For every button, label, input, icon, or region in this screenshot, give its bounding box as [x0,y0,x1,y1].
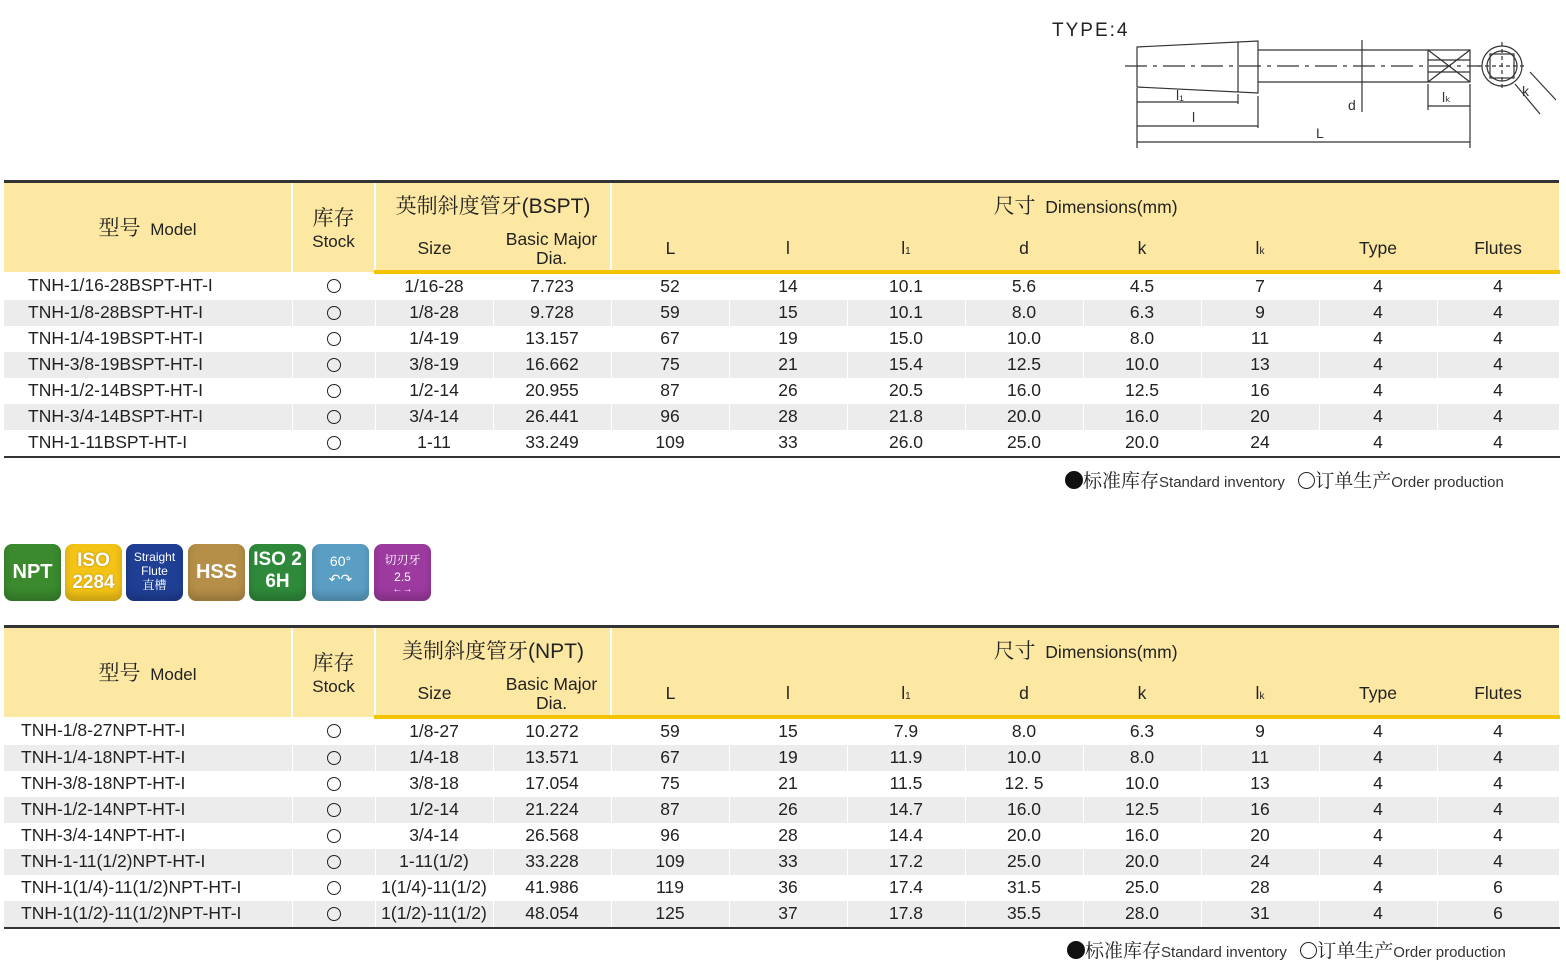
open-circle-icon [327,907,341,921]
stock-cell [292,849,375,875]
filled-circle-icon [1067,941,1085,959]
value-cell: 1(1/2)-11(1/2) [375,901,493,928]
value-cell: 12. 5 [965,771,1083,797]
value-cell: 119 [611,875,729,901]
value-cell: 109 [611,430,729,457]
header-d: d [965,673,1083,717]
value-cell: 16.0 [1083,404,1201,430]
value-cell: 16.662 [493,352,611,378]
header-dimensions: 尺寸 Dimensions(mm) [611,182,1559,228]
stock-cell [292,901,375,928]
value-cell: 17.054 [493,771,611,797]
value-cell: 96 [611,823,729,849]
value-cell: 33 [729,849,847,875]
value-cell: 4 [1437,300,1559,326]
header-k: k [1083,228,1201,272]
value-cell: 33.228 [493,849,611,875]
value-cell: 10.0 [965,326,1083,352]
header-size: Size [375,228,493,272]
legend-standard-cn: 标准库存 [1083,471,1160,492]
value-cell: 14.4 [847,823,965,849]
open-circle-icon [327,279,341,293]
value-cell: 125 [611,901,729,928]
table-row [4,875,1559,901]
value-cell: 67 [611,326,729,352]
value-cell: 19 [729,326,847,352]
legend-order-en: Order production [1393,944,1506,961]
header-L: L [611,228,729,272]
npt-table-body [4,717,1559,928]
header-l1: l1 [847,673,965,717]
value-cell: 36 [729,875,847,901]
value-cell: 17.8 [847,901,965,928]
value-cell: 7.9 [847,717,965,745]
header-npt-thread: 美制斜度管牙(NPT) [375,627,611,673]
value-cell: 6 [1437,875,1559,901]
value-cell: 3/8-19 [375,352,493,378]
value-cell: 15 [729,300,847,326]
table-row [4,771,1559,797]
open-circle-icon [327,803,341,817]
value-cell: 25.0 [1083,875,1201,901]
value-cell: 11.5 [847,771,965,797]
value-cell: 5.6 [965,272,1083,300]
value-cell: 10.0 [1083,771,1201,797]
value-cell: 8.0 [1083,745,1201,771]
value-cell: 1/2-14 [375,797,493,823]
value-cell: 17.4 [847,875,965,901]
value-cell: 6.3 [1083,300,1201,326]
value-cell: 11.9 [847,745,965,771]
value-cell: 4 [1319,430,1437,457]
value-cell: 10.0 [965,745,1083,771]
model-cell: TNH-1/2-14NPT-HT-I [4,797,292,823]
value-cell: 20.5 [847,378,965,404]
legend-standard-cn: 标准库存 [1085,941,1162,962]
diagram-type-label: TYPE:4 [1052,20,1130,41]
value-cell: 8.0 [965,300,1083,326]
table-row [4,717,1559,745]
value-cell: 4 [1437,326,1559,352]
header-stock: 库存 Stock [292,627,375,717]
value-cell: 59 [611,717,729,745]
header-model: 型号 Model [4,182,292,272]
value-cell: 10.1 [847,272,965,300]
stock-cell [292,823,375,849]
stock-cell [292,797,375,823]
header-type: Type [1319,228,1437,272]
tap-drawing [1040,14,1560,154]
model-cell: TNH-1-11(1/2)NPT-HT-I [4,849,292,875]
open-circle-icon [327,751,341,765]
diagram-label-l: l [1192,109,1196,125]
value-cell: 26.441 [493,404,611,430]
value-cell: 21 [729,771,847,797]
hss-badge: HSS [188,544,245,601]
value-cell: 4 [1319,378,1437,404]
model-cell: TNH-3/8-19BSPT-HT-I [4,352,292,378]
value-cell: 67 [611,745,729,771]
value-cell: 87 [611,378,729,404]
stock-cell [292,771,375,797]
value-cell: 31.5 [965,875,1083,901]
value-cell: 9 [1201,717,1319,745]
value-cell: 24 [1201,849,1319,875]
value-cell: 26.0 [847,430,965,457]
table-row [4,823,1559,849]
value-cell: 4 [1437,404,1559,430]
open-circle-icon [327,855,341,869]
value-cell: 4 [1319,901,1437,928]
stock-cell [292,326,375,352]
value-cell: 1/8-28 [375,300,493,326]
value-cell: 75 [611,352,729,378]
value-cell: 3/4-14 [375,823,493,849]
open-circle-icon [1300,942,1317,959]
open-circle-icon [327,410,341,424]
stock-cell [292,430,375,457]
open-circle-icon [327,724,341,738]
value-cell: 12.5 [965,352,1083,378]
value-cell: 13.571 [493,745,611,771]
npt-table [4,625,1560,929]
value-cell: 15 [729,717,847,745]
value-cell: 12.5 [1083,797,1201,823]
model-cell: TNH-1/4-18NPT-HT-I [4,745,292,771]
diagram-label-k: k [1522,83,1529,99]
table-row [4,797,1559,823]
value-cell: 14 [729,272,847,300]
value-cell: 9.728 [493,300,611,326]
header-basic-major: Basic Major Dia. [493,673,611,717]
header-L: L [611,673,729,717]
stock-cell [292,352,375,378]
header-l: l [729,673,847,717]
value-cell: 20.0 [965,404,1083,430]
value-cell: 4 [1437,797,1559,823]
value-cell: 16.0 [965,797,1083,823]
value-cell: 26 [729,797,847,823]
model-cell: TNH-1-11BSPT-HT-I [4,430,292,457]
npt-badge: NPT [4,544,61,601]
value-cell: 26.568 [493,823,611,849]
header-lk: lk [1201,673,1319,717]
value-cell: 16.0 [965,378,1083,404]
value-cell: 26 [729,378,847,404]
legend-order-cn: 订单生产 [1315,471,1392,492]
value-cell: 1/4-19 [375,326,493,352]
value-cell: 33 [729,430,847,457]
header-flutes: Flutes [1437,673,1559,717]
value-cell: 4 [1437,717,1559,745]
stock-cell [292,378,375,404]
header-l1: l1 [847,228,965,272]
diagram-label-lk: lₖ [1442,89,1452,105]
value-cell: 3/8-18 [375,771,493,797]
value-cell: 16.0 [1083,823,1201,849]
value-cell: 20 [1201,404,1319,430]
model-cell: TNH-1/4-19BSPT-HT-I [4,326,292,352]
value-cell: 28 [1201,875,1319,901]
table-row [4,326,1559,352]
value-cell: 15.4 [847,352,965,378]
model-cell: TNH-3/4-14NPT-HT-I [4,823,292,849]
header-l: l [729,228,847,272]
diagram-label-d: d [1348,97,1356,113]
stock-cell [292,875,375,901]
legend-top [1065,466,1504,493]
value-cell: 19 [729,745,847,771]
header-type: Type [1319,673,1437,717]
open-circle-icon [327,881,341,895]
value-cell: 21.8 [847,404,965,430]
value-cell: 28 [729,823,847,849]
legend-order-cn: 订单生产 [1317,941,1394,962]
value-cell: 21.224 [493,797,611,823]
stock-cell [292,404,375,430]
value-cell: 4 [1437,378,1559,404]
header-k: k [1083,673,1201,717]
legend-bottom [1067,936,1506,963]
diagram-label-L: L [1316,125,1324,141]
model-cell: TNH-1/16-28BSPT-HT-I [4,272,292,300]
open-circle-icon [327,436,341,450]
header-model: 型号 Model [4,627,292,717]
value-cell: 59 [611,300,729,326]
value-cell: 37 [729,901,847,928]
value-cell: 3/4-14 [375,404,493,430]
value-cell: 21 [729,352,847,378]
value-cell: 4 [1319,875,1437,901]
value-cell: 8.0 [1083,326,1201,352]
open-circle-icon [327,306,341,320]
stock-cell [292,745,375,771]
table-row [4,300,1559,326]
legend-standard-en: Standard inventory [1159,474,1285,491]
value-cell: 4 [1319,300,1437,326]
value-cell: 6.3 [1083,717,1201,745]
table-row [4,430,1559,457]
value-cell: 4 [1319,272,1437,300]
header-dimensions: 尺寸 Dimensions(mm) [611,627,1559,673]
tap-diagram [1040,14,1560,154]
value-cell: 4 [1319,771,1437,797]
value-cell: 87 [611,797,729,823]
stock-cell [292,272,375,300]
angle-60-badge: 60° ↶↷ [312,544,369,601]
header-size: Size [375,673,493,717]
value-cell: 8.0 [965,717,1083,745]
value-cell: 4 [1319,797,1437,823]
value-cell: 25.0 [965,430,1083,457]
double-arrow-icon: ←→ [392,584,413,595]
table-row [4,404,1559,430]
bspt-table-body [4,272,1559,457]
open-circle-icon [327,777,341,791]
value-cell: 24 [1201,430,1319,457]
value-cell: 1(1/4)-11(1/2) [375,875,493,901]
value-cell: 1/4-18 [375,745,493,771]
value-cell: 33.249 [493,430,611,457]
value-cell: 1-11(1/2) [375,849,493,875]
value-cell: 15.0 [847,326,965,352]
diagram-label-l1: l₁ [1176,87,1184,103]
value-cell: 4 [1319,823,1437,849]
value-cell: 9 [1201,300,1319,326]
value-cell: 1/16-28 [375,272,493,300]
value-cell: 31 [1201,901,1319,928]
table-row [4,745,1559,771]
value-cell: 1/2-14 [375,378,493,404]
header-lk: lk [1201,228,1319,272]
open-circle-icon [327,358,341,372]
open-circle-icon [327,384,341,398]
model-cell: TNH-3/4-14BSPT-HT-I [4,404,292,430]
model-cell: TNH-1/2-14BSPT-HT-I [4,378,292,404]
value-cell: 96 [611,404,729,430]
value-cell: 16 [1201,378,1319,404]
value-cell: 10.0 [1083,352,1201,378]
value-cell: 1/8-27 [375,717,493,745]
value-cell: 4 [1319,404,1437,430]
stock-cell [292,300,375,326]
legend-order-en: Order production [1391,474,1504,491]
value-cell: 4 [1437,272,1559,300]
stock-cell [292,717,375,745]
value-cell: 28.0 [1083,901,1201,928]
cut-thread-badge: 切刃牙 2.5 ←→ [374,544,431,601]
model-cell: TNH-1(1/4)-11(1/2)NPT-HT-I [4,875,292,901]
value-cell: 20.0 [1083,430,1201,457]
value-cell: 4 [1437,849,1559,875]
header-basic-major: Basic Major Dia. [493,228,611,272]
straight-flute-badge: Straight Flute 直槽 [126,544,183,601]
value-cell: 4 [1437,745,1559,771]
value-cell: 6 [1437,901,1559,928]
value-cell: 20.0 [1083,849,1201,875]
value-cell: 12.5 [1083,378,1201,404]
value-cell: 4 [1319,326,1437,352]
table-row [4,849,1559,875]
table-row [4,901,1559,928]
value-cell: 25.0 [965,849,1083,875]
table-row [4,378,1559,404]
value-cell: 4 [1437,352,1559,378]
value-cell: 48.054 [493,901,611,928]
value-cell: 20.0 [965,823,1083,849]
value-cell: 14.7 [847,797,965,823]
value-cell: 13 [1201,352,1319,378]
model-cell: TNH-3/8-18NPT-HT-I [4,771,292,797]
value-cell: 7.723 [493,272,611,300]
value-cell: 4 [1437,430,1559,457]
value-cell: 13.157 [493,326,611,352]
header-flutes: Flutes [1437,228,1559,272]
value-cell: 16 [1201,797,1319,823]
value-cell: 13 [1201,771,1319,797]
iso2284-badge: ISO 2284 [65,544,122,601]
value-cell: 4.5 [1083,272,1201,300]
value-cell: 17.2 [847,849,965,875]
value-cell: 10.272 [493,717,611,745]
value-cell: 35.5 [965,901,1083,928]
open-circle-icon [327,829,341,843]
model-cell: TNH-1(1/2)-11(1/2)NPT-HT-I [4,901,292,928]
value-cell: 10.1 [847,300,965,326]
table-row [4,272,1559,300]
value-cell: 75 [611,771,729,797]
value-cell: 20 [1201,823,1319,849]
value-cell: 4 [1319,717,1437,745]
value-cell: 41.986 [493,875,611,901]
bspt-table [4,180,1560,458]
value-cell: 52 [611,272,729,300]
table-row [4,352,1559,378]
arc-arrow-icon: ↶↷ [328,571,353,587]
filled-circle-icon [1065,471,1083,489]
open-circle-icon [327,332,341,346]
value-cell: 7 [1201,272,1319,300]
model-cell: TNH-1/8-27NPT-HT-I [4,717,292,745]
legend-standard-en: Standard inventory [1161,944,1287,961]
value-cell: 109 [611,849,729,875]
value-cell: 11 [1201,745,1319,771]
value-cell: 11 [1201,326,1319,352]
value-cell: 1-11 [375,430,493,457]
value-cell: 4 [1319,352,1437,378]
open-circle-icon [1298,472,1315,489]
value-cell: 20.955 [493,378,611,404]
iso2-6h-badge: ISO 2 6H [249,544,306,601]
header-stock: 库存 Stock [292,182,375,272]
header-bspt-thread: 英制斜度管牙(BSPT) [375,182,611,228]
value-cell: 4 [1319,745,1437,771]
value-cell: 4 [1437,823,1559,849]
model-cell: TNH-1/8-28BSPT-HT-I [4,300,292,326]
value-cell: 4 [1437,771,1559,797]
header-d: d [965,228,1083,272]
value-cell: 28 [729,404,847,430]
value-cell: 4 [1319,849,1437,875]
